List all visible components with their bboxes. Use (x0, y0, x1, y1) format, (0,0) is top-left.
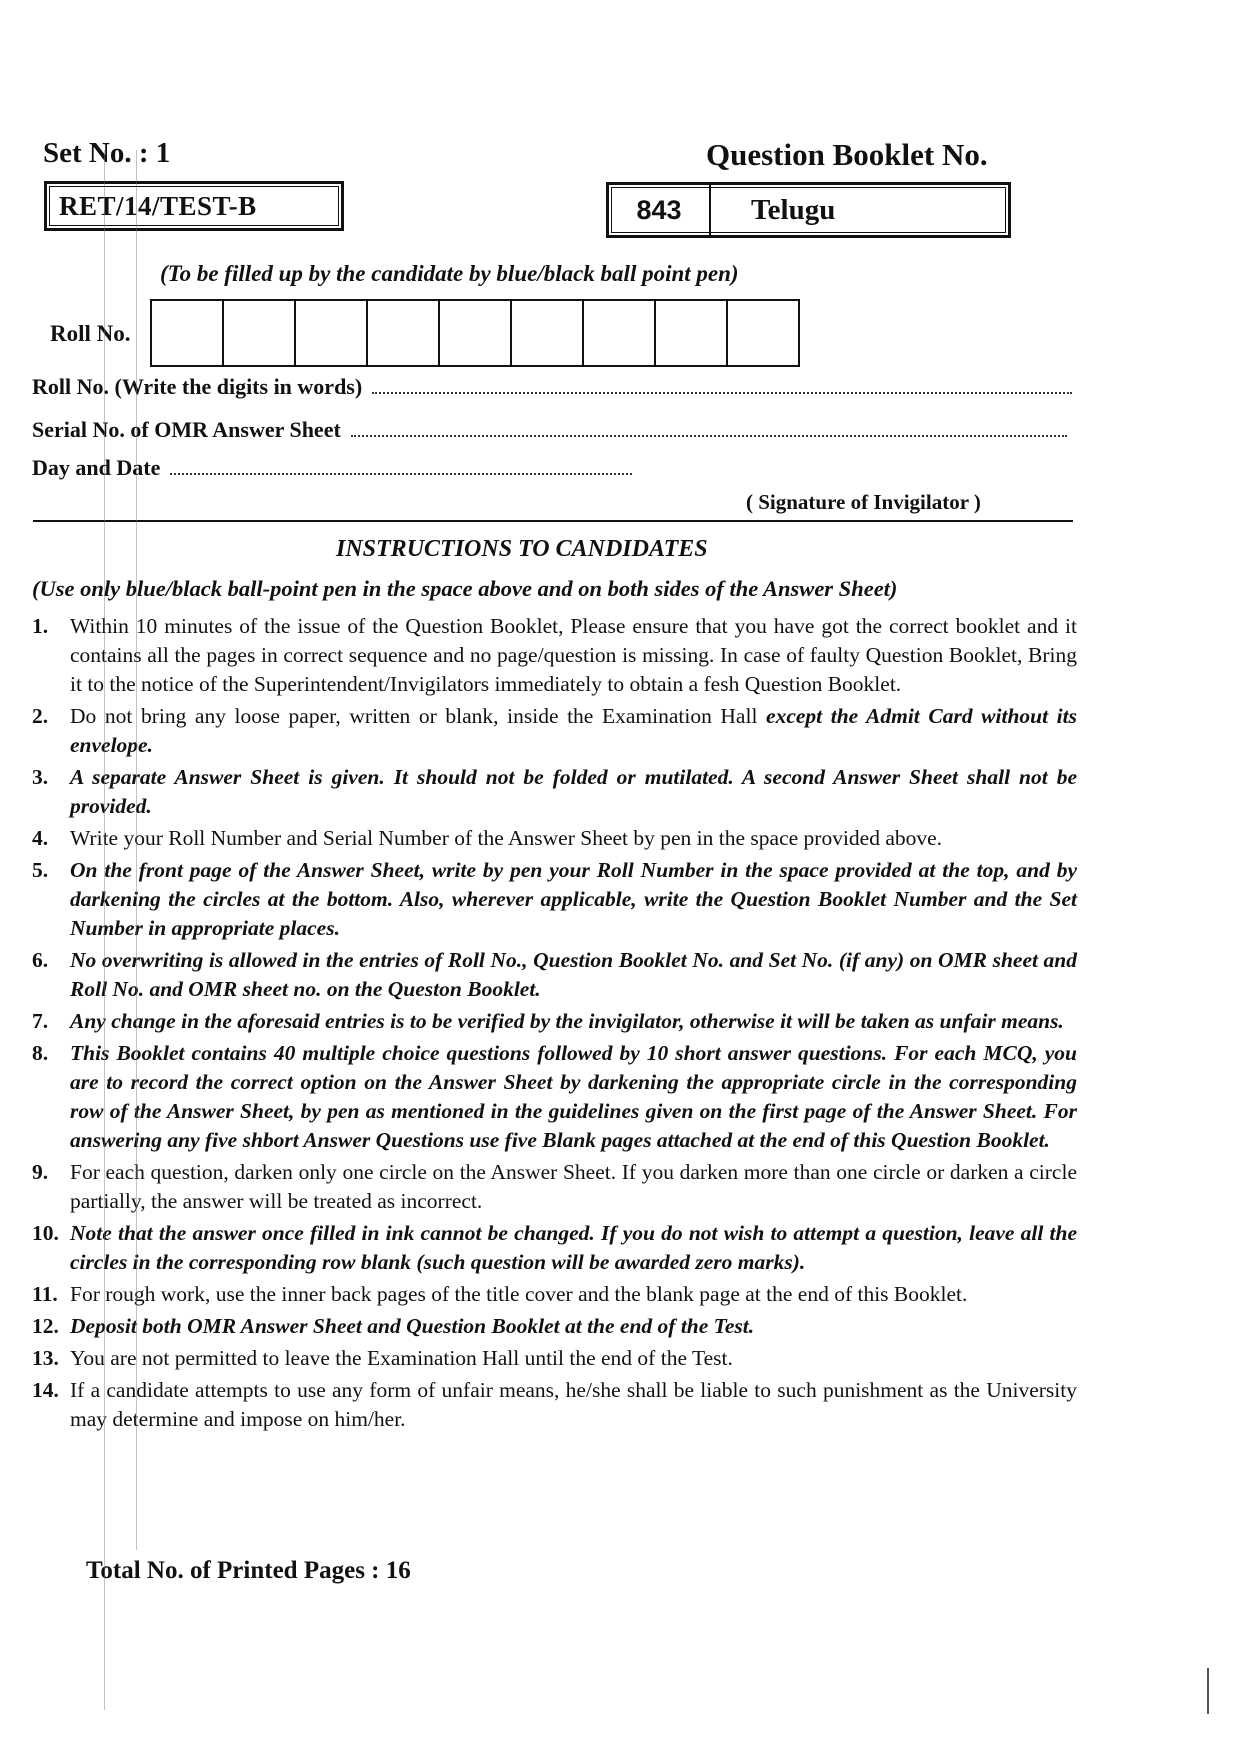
instruction-text: Do not bring any loose paper, written or blank, inside the Examination Hall (70, 704, 767, 728)
instruction-emphasis: Any change in the aforesaid entries is to be verified by the invigilator, otherwise it will be taken as unfair means. (70, 1009, 1064, 1033)
instructions-subheading: (Use only blue/black ball-point pen in the space above and on both sides of the Answer Sheet) (32, 576, 898, 601)
instruction-number: 13. (32, 1346, 59, 1370)
instruction-number: 1. (32, 614, 49, 638)
roll-words-label: Roll No. (Write the digits in words) (32, 374, 363, 399)
question-booklet-label: Question Booklet No. (706, 137, 988, 172)
roll-digit-box[interactable] (440, 301, 512, 365)
instruction-text: Within 10 minutes of the issue of the Question Booklet, Please ensure that you have got the correct booklet and it contains all the pages in correct sequence and no page/question is missing. In case of faulty Question Booklet, Bring it to the notice of the Superintendent/Invigilators immediately to obtain a fesh Question Booklet. (70, 614, 1077, 696)
roll-digit-box[interactable] (296, 301, 368, 365)
fill-instruction-note: (To be filled up by the candidate by blue/black ball point pen) (160, 261, 739, 286)
roll-number-label: Roll No. (50, 321, 131, 346)
instruction-number: 2. (32, 704, 49, 728)
instruction-item (32, 1007, 1077, 1036)
scan-streak (104, 150, 105, 1710)
roll-digit-box[interactable] (152, 301, 224, 365)
instruction-item (32, 1219, 1077, 1277)
instruction-number: 12. (32, 1314, 59, 1338)
instruction-item (32, 1158, 1077, 1216)
instruction-number: 9. (32, 1160, 49, 1184)
omr-serial-label: Serial No. of OMR Answer Sheet (32, 417, 341, 442)
roll-digit-box[interactable] (656, 301, 728, 365)
instruction-item (32, 1039, 1077, 1155)
instruction-text: For rough work, use the inner back pages of the title cover and the blank page at the end of this Booklet. (70, 1282, 968, 1306)
instruction-number: 8. (32, 1041, 49, 1065)
instruction-text: Write your Roll Number and Serial Number of the Answer Sheet by pen in the space provided above. (70, 826, 943, 850)
instruction-item (32, 702, 1077, 760)
instruction-item (32, 1312, 1077, 1341)
roll-number-grid[interactable] (150, 299, 800, 367)
booklet-number-box (606, 182, 1011, 238)
instruction-number: 6. (32, 948, 49, 972)
dotted-fill-line[interactable] (170, 472, 632, 475)
instruction-number: 5. (32, 858, 49, 882)
day-date-field[interactable] (32, 455, 632, 481)
roll-words-field[interactable] (32, 374, 1072, 400)
instruction-item (32, 612, 1077, 699)
test-code-box: RET/14/TEST-B (44, 181, 344, 231)
omr-serial-field[interactable] (32, 417, 1067, 443)
booklet-number: 843 (609, 185, 711, 235)
instruction-emphasis: Deposit both OMR Answer Sheet and Question Booklet at the end of the Test. (70, 1314, 755, 1338)
instruction-number: 7. (32, 1009, 49, 1033)
roll-digit-box[interactable] (512, 301, 584, 365)
day-date-label: Day and Date (32, 455, 161, 480)
instructions-list (32, 612, 1077, 1437)
instruction-item (32, 856, 1077, 943)
dotted-fill-line[interactable] (372, 391, 1072, 394)
roll-digit-box[interactable] (728, 301, 800, 365)
instruction-text-mixed (70, 702, 1077, 760)
instruction-item (32, 1376, 1077, 1434)
instruction-item (32, 1344, 1077, 1373)
instruction-emphasis: No overwriting is allowed in the entries of Roll No., Question Booklet No. and Set No. (if any) on OMR sheet and Roll No. and OMR sheet no. on the Queston Booklet. (70, 948, 1077, 1001)
scan-edge-mark (1207, 1668, 1209, 1714)
instruction-text: You are not permitted to leave the Examination Hall until the end of the Test. (70, 1346, 733, 1370)
instruction-item (32, 824, 1077, 853)
booklet-subject: Telugu (751, 194, 836, 226)
instruction-number: 14. (32, 1378, 59, 1402)
instruction-number: 11. (32, 1282, 58, 1306)
instruction-emphasis: This Booklet contains 40 multiple choice questions followed by 10 short answer questions. For each MCQ, you are to record the correct option on the Answer Sheet by darkening the appropriate circle in the corresponding row of the Answer Sheet, by pen as mentioned in the guidelines given on the first page of the Answer Sheet. For answering any five shbort Answer Questions use five Blank pages attached at the end of this Question Booklet. (70, 1041, 1077, 1152)
scan-streak (136, 150, 137, 1550)
instruction-emphasis: Note that the answer once filled in ink cannot be changed. If you do not wish to attempt a question, leave all the circles in the corresponding row blank (such question will be awarded zero marks). (70, 1221, 1077, 1274)
total-printed-pages: Total No. of Printed Pages : 16 (86, 1557, 411, 1584)
set-number: Set No. : 1 (43, 137, 171, 169)
instruction-emphasis: except the Admit Card without its envelope. (70, 704, 1077, 757)
instruction-item (32, 763, 1077, 821)
instruction-item (32, 1280, 1077, 1309)
instruction-number: 3. (32, 765, 49, 789)
roll-digit-box[interactable] (368, 301, 440, 365)
instruction-emphasis: On the front page of the Answer Sheet, write by pen your Roll Number in the space provided at the top, and by darkening the circles at the bottom. Also, wherever applicable, write the Question Booklet Number and the Set Number in appropriate places. (70, 858, 1077, 940)
instruction-number: 10. (32, 1221, 59, 1245)
dotted-fill-line[interactable] (351, 434, 1067, 437)
section-divider (33, 520, 1073, 522)
instruction-number: 4. (32, 826, 49, 850)
instruction-emphasis: A separate Answer Sheet is given. It should not be folded or mutilated. A second Answer Sheet shall not be provided. (70, 765, 1077, 818)
instruction-text: For each question, darken only one circle on the Answer Sheet. If you darken more than one circle or darken a circle partially, the answer will be treated as incorrect. (70, 1160, 1077, 1213)
instruction-text: If a candidate attempts to use any form of unfair means, he/she shall be liable to such punishment as the University may determine and impose on him/her. (70, 1378, 1077, 1431)
instructions-heading: INSTRUCTIONS TO CANDIDATES (336, 536, 708, 562)
instruction-item (32, 946, 1077, 1004)
roll-digit-box[interactable] (224, 301, 296, 365)
invigilator-signature-label: ( Signature of Invigilator ) (746, 490, 981, 514)
roll-digit-box[interactable] (584, 301, 656, 365)
